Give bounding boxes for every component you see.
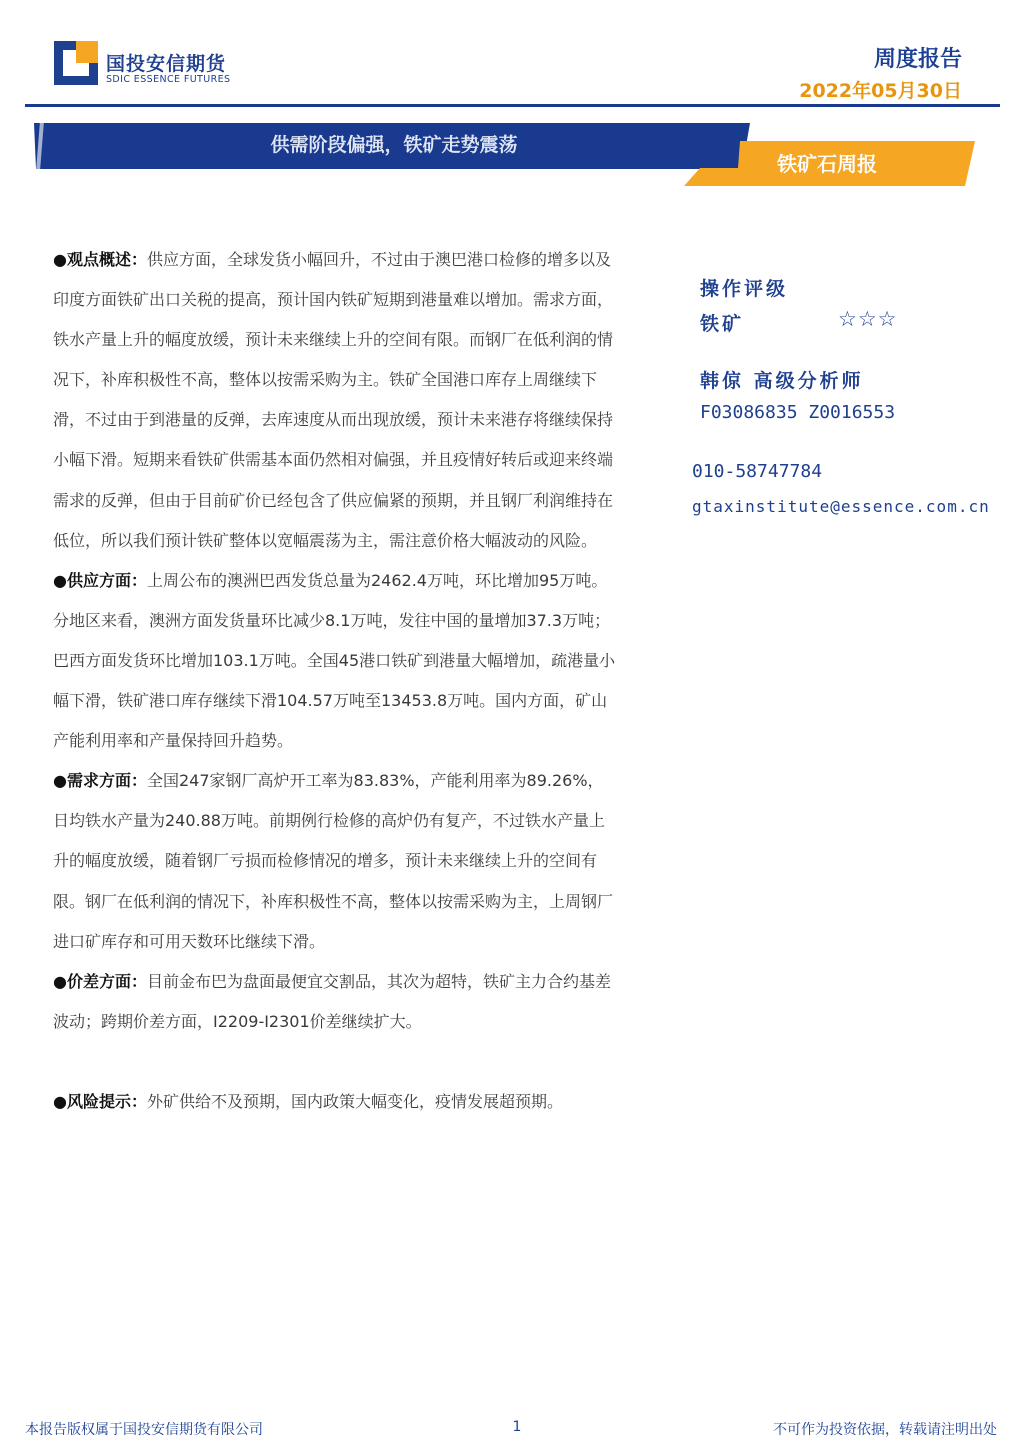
- company-logo: [54, 41, 98, 85]
- company-logo-icon: [54, 41, 98, 85]
- report-body: [53, 240, 618, 1122]
- company-name-en: SDIC ESSENCE FUTURES: [106, 74, 231, 85]
- section-supply: ●供应方面：上周公布的澳洲巴西发货总量为2462.4万吨，环比增加95万吨。分地区来看，澳洲方面发货量环比减少8.1万吨，发往中国的量增加37.3万吨；巴西方面发货环比增加103.1万吨。全国45港口铁矿到港量大幅增加，疏港量小幅下滑，铁矿港口库存继续下滑104.57万吨至13453.8万吨。国内方面，矿山产能利用率和产量保持回升趋势。: [53, 570, 616, 751]
- analyst-name: 韩倞 高级分析师: [700, 370, 864, 392]
- contact-phone: 010-58747784: [692, 461, 823, 482]
- section-risk: ●风险提示：外矿供给不及预期，国内政策大幅变化，疫情发展超预期。: [53, 1091, 564, 1111]
- rating-title: 操作评级: [700, 278, 789, 300]
- header-divider: [25, 104, 1000, 107]
- banner-tag: 铁矿石周报: [777, 152, 877, 176]
- section-label: 价差方面: [66, 971, 131, 991]
- star-outline-icon: ☆☆☆: [838, 307, 898, 331]
- section-text: 外矿供给不及预期，国内政策大幅变化，疫情发展超预期。: [147, 1091, 564, 1111]
- section-overview: ●观点概述：供应方面，全球发货小幅回升，不过由于澳巴港口检修的增多以及印度方面铁矿出口关税的提高，预计国内铁矿短期到港量难以增加。需求方面，铁水产量上升的幅度放缓，预计未来继续上升的空间有限。而钢厂在低利润的情况下，补库积极性不高，整体以按需采购为主。铁矿全国港口库存上周继续下滑，不过由于到港量的反弹，去库速度从而出现放缓，预计未来港存将继续保持小幅下滑。短期来看铁矿供需基本面仍然相对偏强，并且疫情好转后或迎来终端需求的反弹，但由于目前矿价已经包含了供应偏紧的预期，并且钢厂利润维持在低位，所以我们预计铁矿整体以宽幅震荡为主，需注意价格大幅波动的风险。: [53, 250, 614, 550]
- section-label: 观点概述: [66, 250, 131, 269]
- report-date: 2022年05月30日: [799, 80, 962, 102]
- section-text: 上周公布的澳洲巴西发货总量为2462.4万吨，环比增加95万吨。分地区来看，澳洲方面发货量环比减少8.1万吨，发往中国的量增加37.3万吨；巴西方面发货环比增加103.1万吨。全国45港口铁矿到港量大幅增加，疏港量小幅下滑，铁矿港口库存继续下滑104.57万吨至13453.8万吨。国内方面，矿山产能利用率和产量保持回升趋势。: [53, 570, 616, 751]
- page-number: 1: [512, 1419, 522, 1435]
- banner-title: 供需阶段偏强，铁矿走势震荡: [270, 134, 518, 156]
- bullet-icon: ●: [53, 1091, 67, 1111]
- section-text: 供应方面，全球发货小幅回升，不过由于澳巴港口检修的增多以及印度方面铁矿出口关税的提高，预计国内铁矿短期到港量难以增加。需求方面，铁水产量上升的幅度放缓，预计未来继续上升的空间有限。而钢厂在低利润的情况下，补库积极性不高，整体以按需采购为主。铁矿全国港口库存上周继续下滑，不过由于到港量的反弹，去库速度从而出现放缓，预计未来港存将继续保持小幅下滑。短期来看铁矿供需基本面仍然相对偏强，并且疫情好转后或迎来终端需求的反弹，但由于目前矿价已经包含了供应偏紧的预期，并且钢厂利润维持在低位，所以我们预计铁矿整体以宽幅震荡为主，需注意价格大幅波动的风险。: [53, 250, 614, 550]
- section-label: 需求方面: [66, 771, 131, 791]
- section-spread: ●价差方面：目前金布巴为盘面最便宜交割品，其次为超特，铁矿主力合约基差波动；跨期价差方面，I2209-I2301价差继续扩大。: [53, 971, 612, 1031]
- analyst-ids: F03086835 Z0016553: [700, 402, 896, 423]
- section-label: 供应方面: [66, 570, 131, 590]
- section-label: 风险提示: [66, 1091, 131, 1111]
- bullet-icon: ●: [53, 771, 67, 791]
- bullet-icon: ●: [53, 250, 67, 269]
- report-type: 周度报告: [873, 47, 962, 72]
- section-demand: ●需求方面：全国247家钢厂高炉开工率为83.83%，产能利用率为89.26%，日均铁水产量为240.88万吨。前期例行检修的高炉仍有复产，不过铁水产量上升的幅度放缓，随着钢厂亏损而检修情况的增多，预计未来继续上升的空间有限。钢厂在低利润的情况下，补库积极性不高，整体以按需采购为主，上周钢厂进口矿库存和可用天数环比继续下滑。: [53, 771, 614, 951]
- footer-copyright: 本报告版权属于国投安信期货有限公司: [25, 1422, 263, 1438]
- bullet-icon: ●: [53, 971, 67, 991]
- section-text: 全国247家钢厂高炉开工率为83.83%，产能利用率为89.26%，日均铁水产量为240.88万吨。前期例行检修的高炉仍有复产，不过铁水产量上升的幅度放缓，随着钢厂亏损而检修情况的增多，预计未来继续上升的空间有限。钢厂在低利润的情况下，补库积极性不高，整体以按需采购为主，上周钢厂进口矿库存和可用天数环比继续下滑。: [53, 771, 614, 951]
- contact-email: gtaxinstitute@essence.com.cn: [692, 497, 990, 516]
- footer-disclaimer: 不可作为投资依据，转载请注明出处: [773, 1422, 997, 1438]
- rating-item: 铁矿: [700, 313, 745, 335]
- section-text: 目前金布巴为盘面最便宜交割品，其次为超特，铁矿主力合约基差波动；跨期价差方面，I2209-I2301价差继续扩大。: [53, 971, 612, 1031]
- company-name: 国投安信期货: [106, 53, 227, 75]
- bullet-icon: ●: [53, 570, 67, 590]
